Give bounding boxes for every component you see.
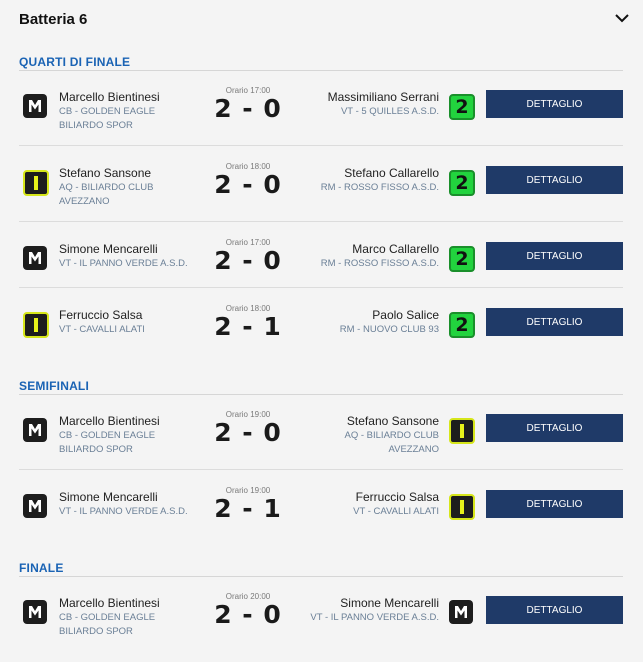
m-badge-icon (23, 600, 47, 624)
two-badge-icon: 2 (449, 246, 475, 272)
m-badge-icon (23, 94, 47, 118)
i-badge-icon (449, 418, 475, 444)
m-badge-icon (23, 494, 47, 518)
match-row (0, 480, 643, 556)
left-player-name: Simone Mencarelli (59, 242, 158, 256)
match-row (0, 156, 643, 232)
right-club-line: VT - CAVALLI ALATI (353, 506, 439, 517)
match-score: 2 - 0 (214, 600, 282, 629)
left-player-club (59, 257, 188, 271)
match-time: Orario 20:00 (225, 592, 271, 601)
match-time: Orario 19:00 (225, 486, 271, 495)
match-score: 2 - 0 (214, 94, 282, 123)
match-time: Orario 17:00 (225, 86, 271, 95)
match-time: Orario 19:00 (225, 410, 271, 419)
right-player-club (321, 181, 439, 195)
left-player-club (59, 611, 155, 639)
m-badge-icon (23, 418, 47, 442)
m-badge-icon (23, 246, 47, 270)
section-divider (19, 576, 623, 577)
right-player-club (310, 611, 439, 625)
right-club-line: VT - IL PANNO VERDE A.S.D. (310, 612, 439, 623)
detail-button[interactable]: DETTAGLIO (486, 308, 623, 336)
left-club-line: AVEZZANO (59, 196, 110, 207)
two-badge-icon: 2 (449, 94, 475, 120)
match-score: 2 - 1 (214, 494, 282, 523)
left-club-line: VT - IL PANNO VERDE A.S.D. (59, 258, 188, 269)
right-player-club (341, 105, 439, 119)
two-badge-icon: 2 (449, 312, 475, 338)
right-player-name: Paolo Salice (372, 308, 439, 322)
i-badge-icon (23, 170, 49, 196)
left-club-line: AQ - BILIARDO CLUB (59, 182, 154, 193)
i-badge-icon (449, 494, 475, 520)
right-club-line: RM - ROSSO FISSO A.S.D. (320, 182, 439, 193)
batteria-title: Batteria 6 (19, 11, 88, 28)
section-divider (19, 394, 623, 395)
match-score: 2 - 0 (214, 170, 282, 199)
right-club-line: AQ - BILIARDO CLUB (344, 430, 439, 441)
left-player-club (59, 429, 155, 457)
batteria-header[interactable] (0, 0, 643, 38)
detail-button[interactable]: DETTAGLIO (486, 596, 623, 624)
chevron-down-icon[interactable] (614, 12, 630, 24)
right-player-name: Marco Callarello (352, 242, 439, 256)
left-player-name: Simone Mencarelli (59, 490, 158, 504)
section-title-quarti: QUARTI DI FINALE (19, 55, 131, 69)
right-player-club (353, 505, 439, 519)
section-divider (19, 70, 623, 71)
left-club-line: BILIARDO SPOR (59, 626, 133, 637)
left-club-line: VT - IL PANNO VERDE A.S.D. (59, 506, 188, 517)
detail-button[interactable]: DETTAGLIO (486, 242, 623, 270)
match-score: 2 - 0 (214, 246, 282, 275)
right-player-name: Massimiliano Serrani (327, 90, 439, 104)
left-club-line: VT - CAVALLI ALATI (59, 324, 145, 335)
left-player-name: Ferruccio Salsa (59, 308, 143, 322)
match-row (0, 586, 643, 662)
match-time: Orario 18:00 (225, 304, 271, 313)
right-club-line: RM - ROSSO FISSO A.S.D. (320, 258, 439, 269)
match-row (0, 232, 643, 308)
section-title-semifinali: SEMIFINALI (19, 379, 89, 393)
detail-button[interactable]: DETTAGLIO (486, 90, 623, 118)
section-title-finale: FINALE (19, 561, 64, 575)
left-player-name: Stefano Sansone (59, 166, 152, 180)
two-badge-icon: 2 (449, 170, 475, 196)
left-club-line: BILIARDO SPOR (59, 444, 133, 455)
match-row (0, 404, 643, 480)
left-club-line: CB - GOLDEN EAGLE (59, 106, 156, 117)
right-player-club (321, 257, 439, 271)
m-badge-icon (449, 600, 473, 624)
match-score: 2 - 0 (214, 418, 282, 447)
right-player-club (340, 323, 439, 337)
match-time: Orario 18:00 (225, 162, 271, 171)
right-player-name: Simone Mencarelli (340, 596, 439, 610)
match-time: Orario 17:00 (225, 238, 271, 247)
left-player-club (59, 505, 188, 519)
right-player-name: Stefano Callarello (344, 166, 439, 180)
left-player-name: Marcello Bientinesi (59, 596, 160, 610)
match-score: 2 - 1 (214, 312, 282, 341)
left-club-line: CB - GOLDEN EAGLE (59, 430, 156, 441)
right-player-name: Stefano Sansone (346, 414, 439, 428)
right-player-name: Ferruccio Salsa (355, 490, 439, 504)
left-club-line: CB - GOLDEN EAGLE (59, 612, 156, 623)
right-club-line: RM - NUOVO CLUB 93 (339, 324, 439, 335)
detail-button[interactable]: DETTAGLIO (486, 414, 623, 442)
left-player-club (59, 323, 145, 337)
left-club-line: BILIARDO SPOR (59, 120, 133, 131)
right-player-club (345, 429, 440, 457)
right-club-line: AVEZZANO (388, 444, 439, 455)
i-badge-icon (23, 312, 49, 338)
left-player-name: Marcello Bientinesi (59, 414, 160, 428)
left-player-club (59, 181, 154, 209)
detail-button[interactable]: DETTAGLIO (486, 166, 623, 194)
left-player-club (59, 105, 155, 133)
left-player-name: Marcello Bientinesi (59, 90, 160, 104)
match-row (0, 298, 643, 374)
match-row (0, 80, 643, 156)
right-club-line: VT - 5 QUILLES A.S.D. (340, 106, 439, 117)
detail-button[interactable]: DETTAGLIO (486, 490, 623, 518)
